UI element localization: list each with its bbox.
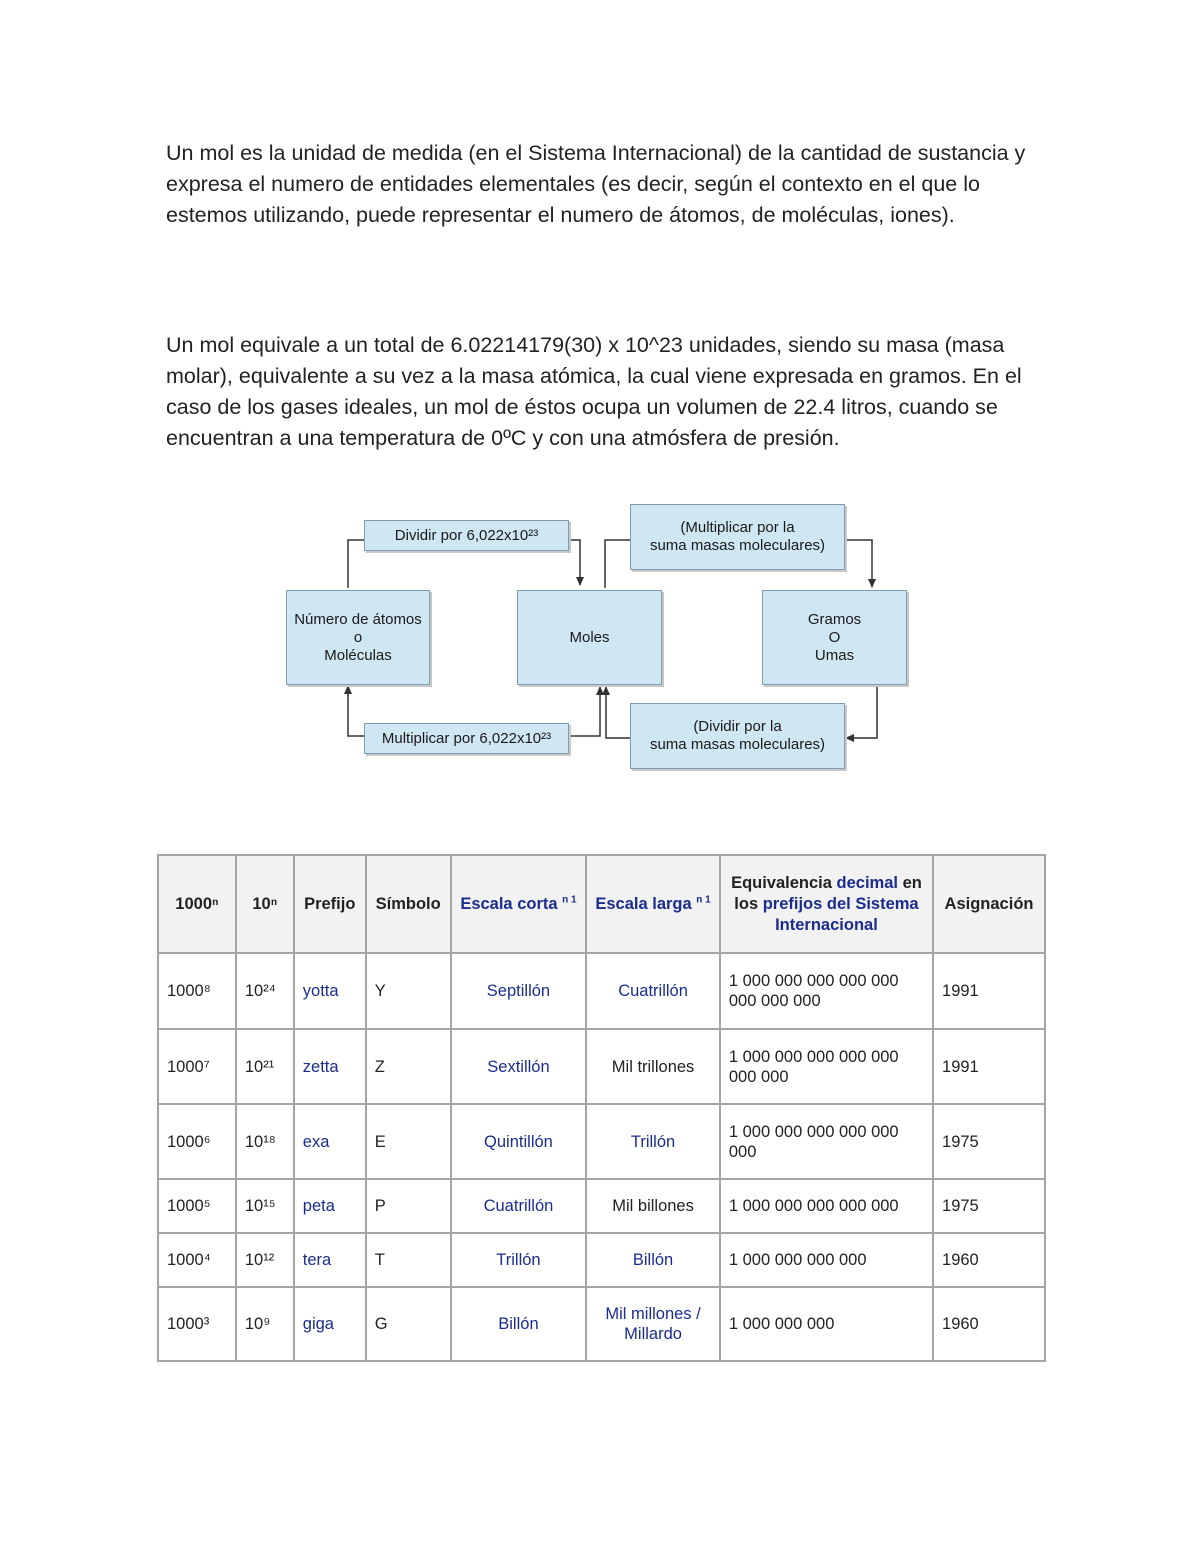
- cell-decimal: 1 000 000 000 000 000: [720, 1179, 933, 1233]
- arrow-divide-to-moles: [568, 540, 580, 585]
- arrow-grams-to-dividemass: [846, 683, 877, 738]
- table-header-row: [158, 855, 1045, 953]
- header-prefix: Prefijo: [294, 855, 366, 953]
- cell-prefix-link[interactable]: peta: [294, 1179, 366, 1233]
- cell-long-scale-link[interactable]: Billón: [586, 1233, 720, 1287]
- arrow-multiply-to-atoms: [348, 686, 364, 736]
- cell-1000n: 1000⁶: [158, 1104, 236, 1179]
- cell-1000n: 1000⁵: [158, 1179, 236, 1233]
- cell-decimal: 1 000 000 000 000 000 000 000 000: [720, 953, 933, 1029]
- cell-short-scale-link[interactable]: Sextillón: [451, 1029, 587, 1104]
- header-en-los-text: en los: [734, 873, 922, 913]
- cell-1000n: 1000⁴: [158, 1233, 236, 1287]
- cell-symbol: E: [366, 1104, 451, 1179]
- cell-10n: 10⁹: [236, 1287, 294, 1361]
- cell-decimal: 1 000 000 000 000 000 000 000: [720, 1029, 933, 1104]
- cell-symbol: G: [366, 1287, 451, 1361]
- cell-short-scale-link[interactable]: Septillón: [451, 953, 587, 1029]
- arrow-moles-to-multmass: [605, 540, 630, 588]
- arrow-multmass-to-grams: [843, 540, 872, 587]
- cell-long-scale-link[interactable]: Mil millones / Millardo: [586, 1287, 720, 1361]
- cell-10n: 10²⁴: [236, 953, 294, 1029]
- atoms-box: Número de átomos o Moléculas: [286, 590, 430, 685]
- header-short-scale-label[interactable]: Escala corta: [460, 894, 558, 913]
- cell-symbol: P: [366, 1179, 451, 1233]
- cell-10n: 10¹⁸: [236, 1104, 294, 1179]
- table-row: [158, 953, 1045, 1029]
- cell-symbol: Z: [366, 1029, 451, 1104]
- cell-1000n: 1000³: [158, 1287, 236, 1361]
- cell-short-scale-link[interactable]: Billón: [451, 1287, 587, 1361]
- header-long-scale[interactable]: [586, 855, 720, 953]
- cell-year: 1960: [933, 1287, 1045, 1361]
- header-long-scale-note[interactable]: n 1: [696, 894, 711, 905]
- cell-short-scale-link[interactable]: Cuatrillón: [451, 1179, 587, 1233]
- table-row: [158, 1287, 1045, 1361]
- cell-long-scale: Mil trillones: [586, 1029, 720, 1104]
- moles-box: Moles: [517, 590, 662, 685]
- si-prefix-table: [157, 854, 1046, 1362]
- cell-prefix-link[interactable]: yotta: [294, 953, 366, 1029]
- cell-year: 1975: [933, 1179, 1045, 1233]
- header-short-scale-note[interactable]: n 1: [562, 894, 577, 905]
- table-row: [158, 1179, 1045, 1233]
- mole-conversion-diagram: [280, 500, 920, 780]
- header-decimal-link[interactable]: decimal: [836, 873, 898, 892]
- cell-year: 1991: [933, 1029, 1045, 1104]
- header-1000n: 1000ⁿ: [158, 855, 236, 953]
- cell-1000n: 1000⁸: [158, 953, 236, 1029]
- cell-1000n: 1000⁷: [158, 1029, 236, 1104]
- cell-10n: 10¹²: [236, 1233, 294, 1287]
- multiply-mass-label: (Multiplicar por la suma masas moleculares): [630, 504, 845, 570]
- cell-decimal: 1 000 000 000: [720, 1287, 933, 1361]
- cell-prefix-link[interactable]: giga: [294, 1287, 366, 1361]
- cell-decimal: 1 000 000 000 000 000 000: [720, 1104, 933, 1179]
- cell-long-scale: Mil billones: [586, 1179, 720, 1233]
- cell-short-scale-link[interactable]: Trillón: [451, 1233, 587, 1287]
- table-row: [158, 1233, 1045, 1287]
- arrow-atoms-to-divide: [348, 540, 364, 588]
- table-row: [158, 1029, 1045, 1104]
- grams-box: Gramos O Umas: [762, 590, 907, 685]
- multiply-avogadro-label: Multiplicar por 6,022x10²³: [364, 723, 569, 754]
- cell-long-scale-link[interactable]: Trillón: [586, 1104, 720, 1179]
- avogadro-paragraph: Un mol equivale a un total de 6.02214179(30) x 10^23 unidades, siendo su masa (masa molar), equivalente a su vez a la masa atómica, la cual viene expresada en gramos. En el caso de los gases ideales, un mol de éstos ocupa un volumen de 22.4 litros, cuando se encuentran a una temperatura de 0ºC y con una atmósfera de presión.: [166, 333, 1022, 450]
- divide-avogadro-label: Dividir por 6,022x10²³: [364, 520, 569, 551]
- arrow-moles-to-multiply: [568, 687, 600, 736]
- header-symbol: Símbolo: [366, 855, 451, 953]
- header-si-prefixes-link[interactable]: prefijos del Sistema Internacional: [762, 894, 919, 934]
- cell-long-scale-link[interactable]: Cuatrillón: [586, 953, 720, 1029]
- cell-year: 1960: [933, 1233, 1045, 1287]
- cell-year: 1975: [933, 1104, 1045, 1179]
- cell-decimal: 1 000 000 000 000: [720, 1233, 933, 1287]
- cell-prefix-link[interactable]: zetta: [294, 1029, 366, 1104]
- header-short-scale[interactable]: [451, 855, 587, 953]
- cell-prefix-link[interactable]: tera: [294, 1233, 366, 1287]
- cell-symbol: Y: [366, 953, 451, 1029]
- intro-paragraph: Un mol es la unidad de medida (en el Sistema Internacional) de la cantidad de sustancia y expresa el numero de entidades elementales (es decir, según el contexto en el que lo estemos utilizando, puede representar el numero de átomos, de moléculas, iones).: [166, 141, 1026, 227]
- arrow-dividemass-to-moles: [606, 687, 630, 738]
- cell-short-scale-link[interactable]: Quintillón: [451, 1104, 587, 1179]
- header-10n: 10ⁿ: [236, 855, 294, 953]
- header-decimal-equivalence: [720, 855, 933, 953]
- table-row: [158, 1104, 1045, 1179]
- cell-year: 1991: [933, 953, 1045, 1029]
- cell-10n: 10²¹: [236, 1029, 294, 1104]
- cell-symbol: T: [366, 1233, 451, 1287]
- header-equiv-text: Equivalencia: [731, 873, 837, 892]
- divide-mass-label: (Dividir por la suma masas moleculares): [630, 703, 845, 769]
- cell-prefix-link[interactable]: exa: [294, 1104, 366, 1179]
- header-assignment: Asignación: [933, 855, 1045, 953]
- header-long-scale-label[interactable]: Escala larga: [595, 894, 692, 913]
- cell-10n: 10¹⁵: [236, 1179, 294, 1233]
